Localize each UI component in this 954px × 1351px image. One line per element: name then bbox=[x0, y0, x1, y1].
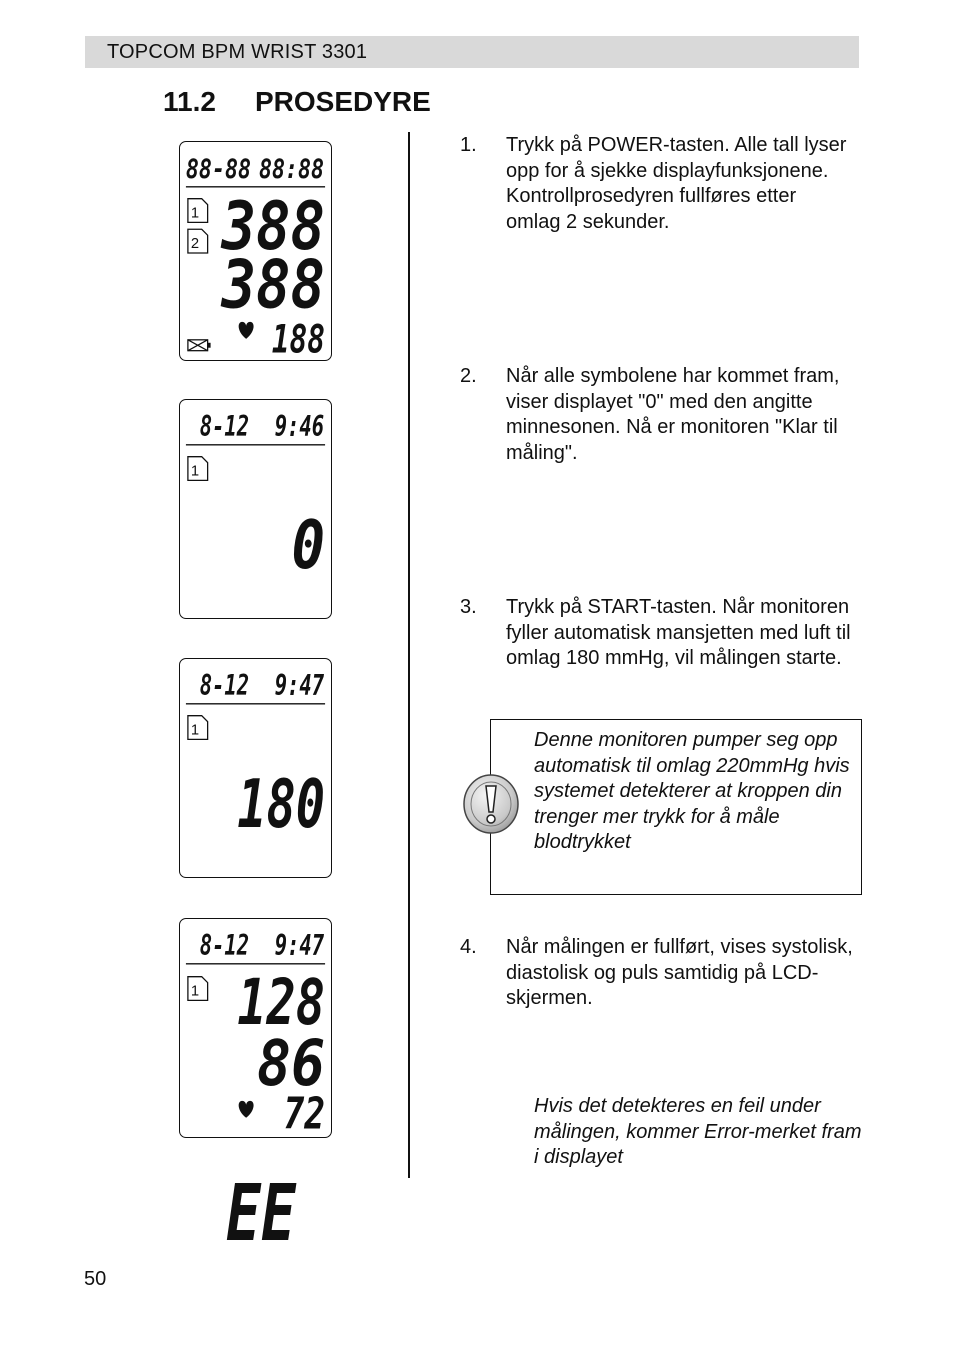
lcd-systolic: 388 bbox=[219, 187, 326, 266]
heart-icon bbox=[239, 322, 254, 339]
lcd-display-result bbox=[179, 918, 332, 1138]
section-title: PROSEDYRE bbox=[255, 86, 431, 117]
memory-zone-1-icon bbox=[188, 716, 208, 740]
step-number: 4. bbox=[460, 936, 477, 958]
lcd-time: 9:46 bbox=[274, 408, 325, 443]
step-text: Trykk på POWER-tasten. Alle tall lyser opp for å sjekke displayfunksjonene. Kontrollprosedyren fullføres etter omlag 2 sekunder. bbox=[506, 134, 847, 233]
lcd-display-2-graphic bbox=[180, 400, 331, 618]
error-code-text: EE bbox=[226, 1169, 297, 1259]
section-heading bbox=[163, 86, 431, 118]
memory-zone-2-icon bbox=[188, 229, 208, 253]
lcd-diastolic: 86 bbox=[256, 1026, 326, 1101]
lcd-time: 9:47 bbox=[274, 927, 325, 962]
lcd-display-all-segments bbox=[179, 141, 332, 361]
section-number: 11.2 bbox=[163, 86, 216, 117]
note-text: Denne monitoren pumper seg opp automatisk til omlag 220mmHg hvis systemet detekterer at kroppen din trenger mer trykk for å måle blodtrykket bbox=[534, 729, 850, 853]
svg-text:1: 1 bbox=[190, 205, 200, 222]
svg-text:1: 1 bbox=[190, 463, 200, 480]
lcd-pulse: 72 bbox=[283, 1089, 326, 1140]
lcd-display-1-graphic bbox=[180, 142, 331, 363]
lcd-display-inflating bbox=[179, 658, 332, 878]
page-number: 50 bbox=[84, 1268, 107, 1290]
memory-zone-1-icon bbox=[188, 457, 208, 481]
step-4 bbox=[460, 935, 853, 1013]
header-bar bbox=[85, 36, 859, 68]
svg-text:1: 1 bbox=[190, 983, 200, 1000]
step-text: Trykk på START-tasten. Når monitoren fyller automatisk mansjetten med luft til omlag 180 mmHg, vil målingen starte. bbox=[506, 596, 851, 669]
error-note-text: Hvis det detekteres en feil under målingen, kommer Error-merket fram i displayet bbox=[534, 1095, 862, 1168]
svg-text:1: 1 bbox=[190, 722, 200, 739]
step-number: 3. bbox=[460, 596, 477, 618]
error-ee-display bbox=[226, 1169, 298, 1259]
lcd-date: 8-12 bbox=[199, 667, 250, 702]
lcd-date: 8-12 bbox=[199, 927, 250, 962]
header-title: TOPCOM BPM WRIST 3301 bbox=[107, 41, 368, 63]
step-2 bbox=[460, 364, 850, 468]
memory-zone-1-icon bbox=[188, 977, 208, 1001]
column-divider bbox=[408, 132, 410, 1178]
lcd-display-ready bbox=[179, 399, 332, 619]
battery-icon bbox=[188, 340, 211, 351]
heart-icon bbox=[239, 1101, 254, 1118]
warning-exclamation-icon bbox=[462, 773, 520, 835]
lcd-main-value: 0 bbox=[291, 506, 326, 585]
lcd-display-4-graphic bbox=[180, 919, 331, 1140]
step-3 bbox=[460, 595, 850, 699]
lcd-date: 8-12 bbox=[199, 408, 250, 443]
step-1 bbox=[460, 133, 850, 263]
step-number: 1. bbox=[460, 134, 477, 156]
lcd-pulse: 188 bbox=[271, 316, 326, 363]
lcd-display-3-graphic bbox=[180, 659, 331, 877]
step-number: 2. bbox=[460, 365, 477, 387]
svg-text:2: 2 bbox=[190, 236, 200, 253]
lcd-systolic: 128 bbox=[237, 965, 326, 1040]
lcd-date: 88-88 bbox=[185, 153, 252, 185]
lcd-time: 88:88 bbox=[258, 153, 325, 185]
lcd-diastolic: 388 bbox=[219, 245, 326, 324]
step-text: Når målingen er fullført, vises systolisk, diastolisk og puls samtidig på LCD-skjermen. bbox=[506, 936, 853, 1009]
lcd-main-value: 180 bbox=[237, 765, 326, 844]
lcd-time: 9:47 bbox=[274, 667, 325, 702]
memory-zone-1-icon bbox=[188, 199, 208, 223]
step-text: Når alle symbolene har kommet fram, viser displayet "0" med den angitte minnesonen. Nå er monitoren "Klar til måling". bbox=[506, 365, 840, 464]
